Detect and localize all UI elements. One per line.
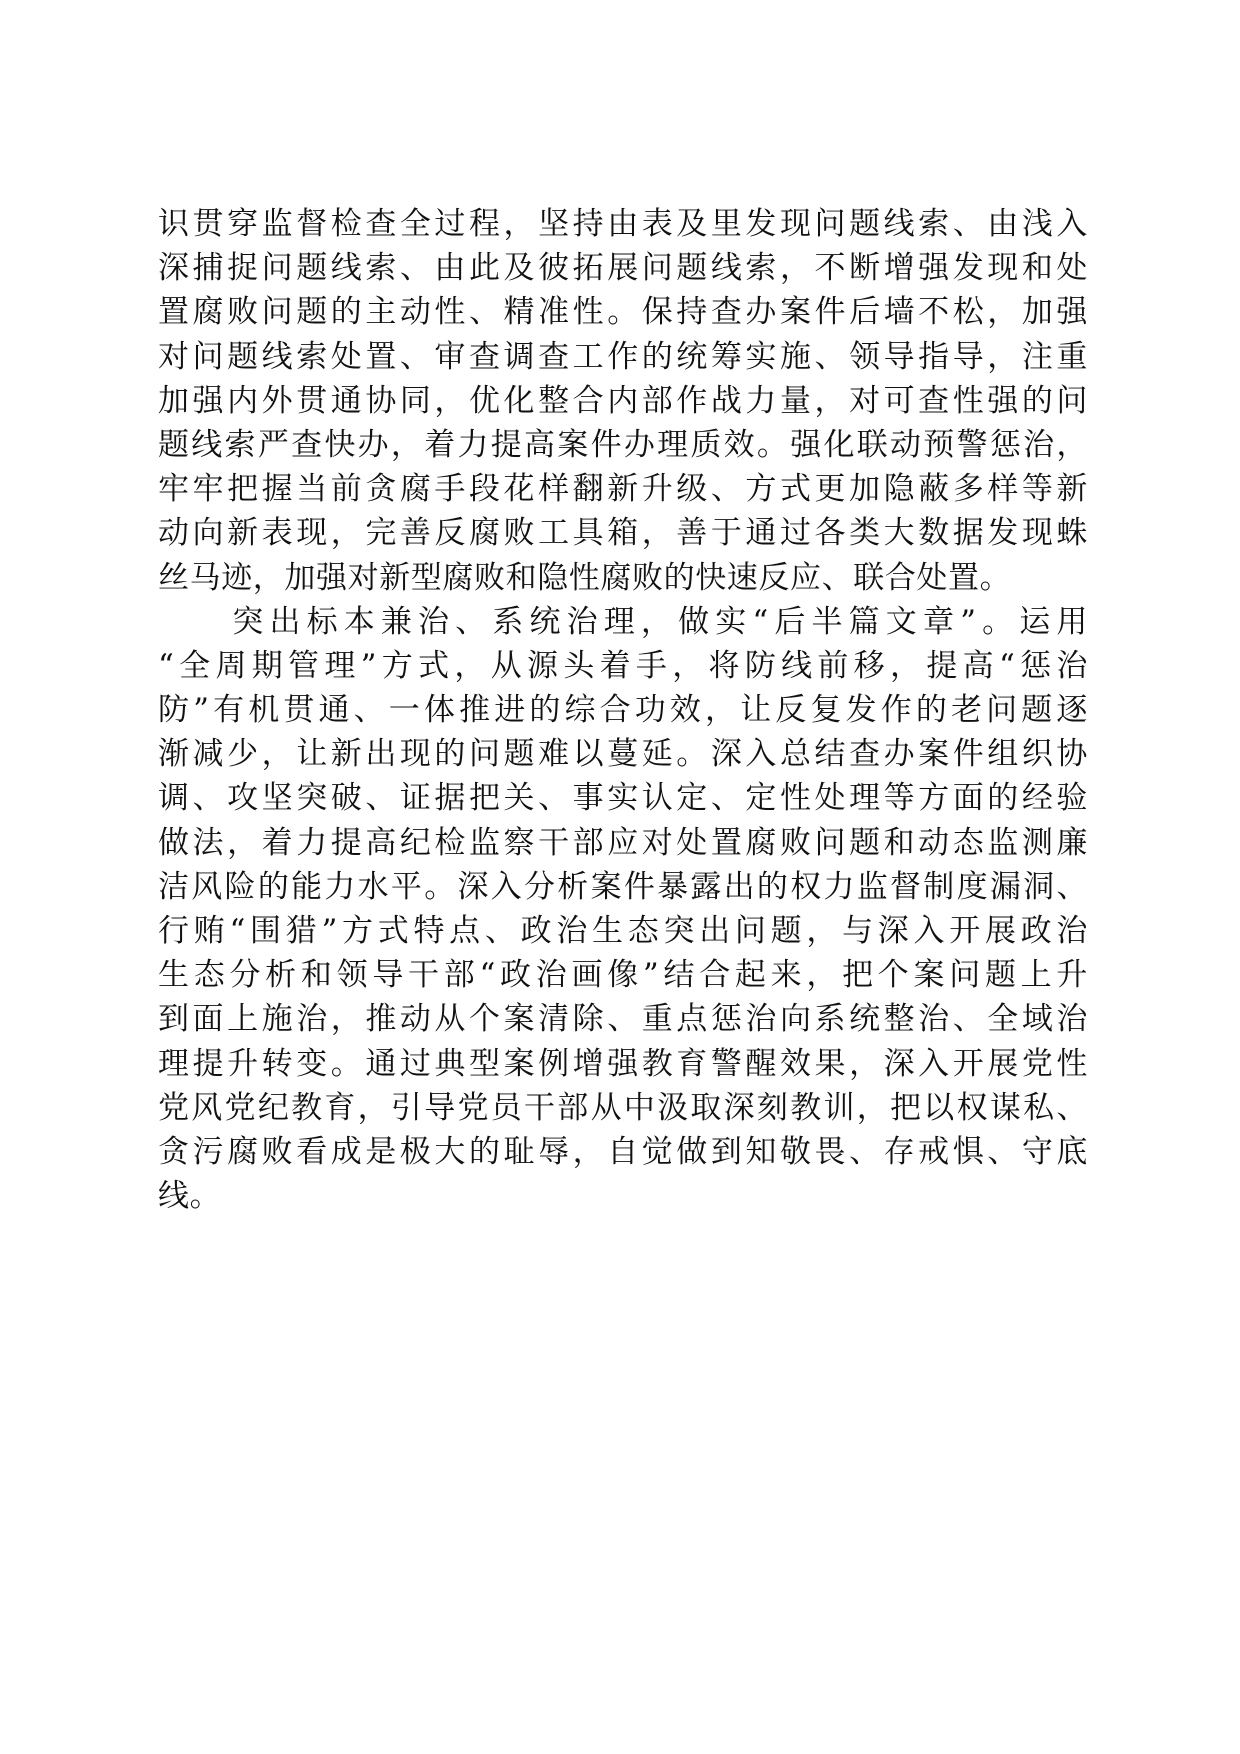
text-line: 动向新表现，完善反腐败工具箱，善于通过各类大数据发现蛛 <box>158 515 1088 552</box>
text-line: 牢牢把握当前贪腐手段花样翻新升级、方式更加隐蔽多样等新 <box>158 471 1088 508</box>
text-line: 渐减少，让新出现的问题难以蔓延。深入总结查办案件组织协 <box>158 736 1088 773</box>
text-line: 深捕捉问题线索、由此及彼拓展问题线索，不断增强发现和处 <box>158 250 1088 287</box>
text-line: 线。 <box>158 1178 222 1215</box>
text-line: 防”有机贯通、一体推进的综合功效，让反复发作的老问题逐 <box>158 692 1088 729</box>
text-line: 贪污腐败看成是极大的耻辱，自觉做到知敬畏、存戒惧、守底 <box>158 1133 1088 1170</box>
text-line: 理提升转变。通过典型案例增强教育警醒效果，深入开展党性 <box>158 1045 1088 1082</box>
text-line: 加强内外贯通协同，优化整合内部作战力量，对可查性强的问 <box>158 382 1088 419</box>
text-line: 丝马迹，加强对新型腐败和隐性腐败的快速反应、联合处置。 <box>158 559 1012 596</box>
text-line: 到面上施治，推动从个案清除、重点惩治向系统整治、全域治 <box>158 1001 1088 1038</box>
text-line: 洁风险的能力水平。深入分析案件暴露出的权力监督制度漏洞、 <box>158 868 1088 905</box>
text-line: 做法，着力提高纪检监察干部应对处置腐败问题和动态监测廉 <box>158 824 1088 861</box>
text-line: 生态分析和领导干部“政治画像”结合起来，把个案问题上升 <box>158 957 1088 994</box>
body-text <box>158 202 1088 1218</box>
text-line: 党风党纪教育，引导党员干部从中汲取深刻教训，把以权谋私、 <box>158 1089 1088 1126</box>
text-line: 对问题线索处置、审查调查工作的统筹实施、领导指导，注重 <box>158 338 1088 375</box>
text-line: 置腐败问题的主动性、精准性。保持查办案件后墙不松，加强 <box>158 294 1088 331</box>
text-line: 题线索严查快办，着力提高案件办理质效。强化联动预警惩治， <box>158 426 1088 463</box>
text-line: 行贿“围猎”方式特点、政治生态突出问题，与深入开展政治 <box>158 913 1088 949</box>
text-line: “全周期管理”方式，从源头着手，将防线前移，提高“惩治 <box>158 647 1088 684</box>
text-line: 识贯穿监督检查全过程，坚持由表及里发现问题线索、由浅入 <box>158 206 1088 242</box>
text-line: 突出标本兼治、系统治理，做实“后半篇文章”。运用 <box>158 603 1088 640</box>
text-line: 调、攻坚突破、证据把关、事实认定、定性处理等方面的经验 <box>158 780 1088 817</box>
